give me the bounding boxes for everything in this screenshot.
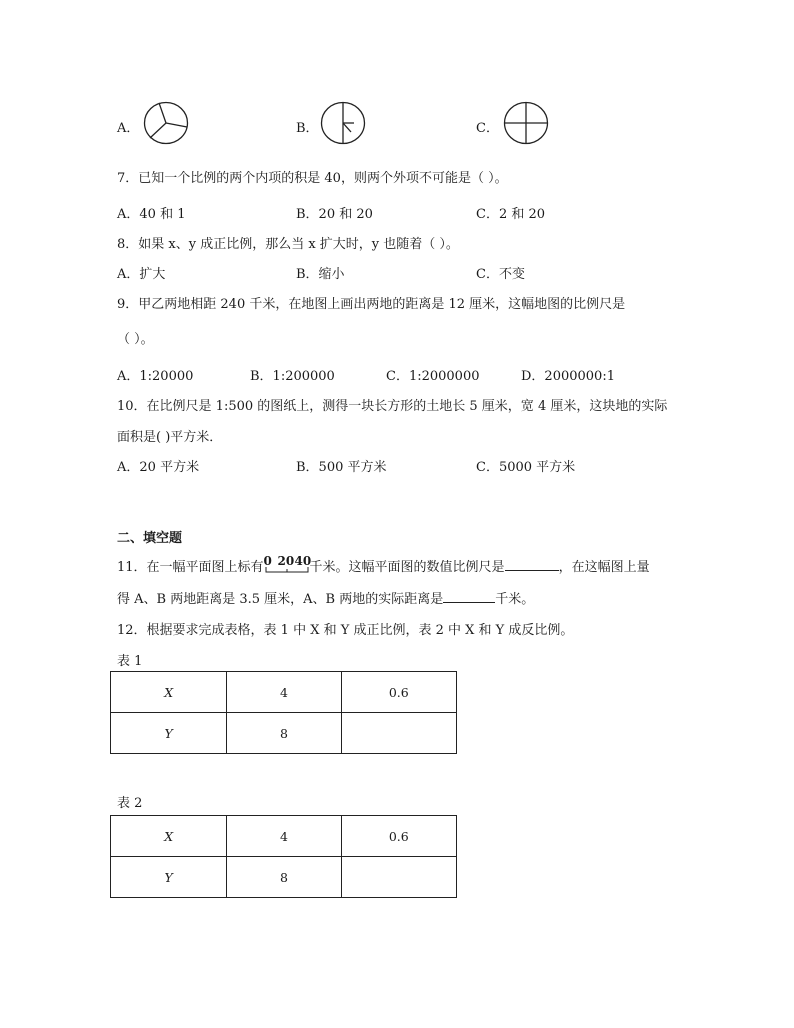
table-1-cell-y-label: Y — [111, 713, 227, 754]
table-2-row-x — [111, 816, 457, 857]
table-1 — [110, 671, 457, 754]
q11-line2-suffix: 千米。 — [495, 592, 535, 607]
q11-after-blank-text: ，在这幅图上量 — [558, 560, 650, 575]
q9-question-text-line1: 9．甲乙两地相距 240 千米，在地图上画出两地的距离是 12 厘米，这幅地图的比例尺是 — [117, 297, 626, 312]
table-2 — [110, 815, 457, 898]
table-2-cell-y-1: 8 — [227, 857, 341, 898]
q6-option-c-pie-figure — [501, 101, 551, 145]
q11-scale-label-20: 20 — [277, 554, 295, 568]
q10-option-b: B．500 平方米 — [296, 460, 387, 475]
q11-blank-2[interactable] — [443, 588, 495, 603]
q12-question-text: 12．根据要求完成表格，表 1 中 X 和 Y 成正比例，表 2 中 X 和 Y 成反比例。 — [117, 623, 574, 638]
table-2-cell-x-2: 0.6 — [341, 816, 456, 857]
q11-middle-text: 千米。这幅平面图的数值比例尺是 — [309, 560, 505, 575]
q11-blank-1[interactable] — [505, 556, 559, 571]
table-1-caption: 表 1 — [117, 654, 143, 669]
table-2-cell-x-1: 4 — [227, 816, 341, 857]
table-1-cell-x-label: X — [111, 672, 227, 713]
table-2-cell-y-label: Y — [111, 857, 227, 898]
table-2-cell-x-label: X — [111, 816, 227, 857]
q10-question-text-line2: 面积是( )平方米． — [117, 430, 223, 445]
q7-question-text: 7．已知一个比例的两个内项的积是 40，则两个外项不可能是（ ）。 — [117, 171, 508, 186]
q9-option-c: C．1:2000000 — [386, 369, 480, 384]
table-2-caption: 表 2 — [117, 796, 143, 811]
table-1-row-x — [111, 672, 457, 713]
q9-option-b: B．1:200000 — [250, 369, 335, 384]
q7-option-b: B．20 和 20 — [296, 207, 373, 222]
q6-option-b-label: B． — [296, 121, 319, 136]
q11-prefix: 11．在一幅平面图上标有 — [117, 560, 264, 575]
q6-option-a-pie-figure — [142, 101, 192, 145]
q11-scale-label-0: 0 — [263, 554, 272, 568]
q10-option-a: A．20 平方米 — [117, 460, 200, 475]
section-2-heading: 二、填空题 — [117, 531, 183, 546]
table-1-cell-y-2-blank[interactable] — [341, 713, 456, 754]
q9-option-a: A．1:20000 — [117, 369, 194, 384]
table-1-row-y — [111, 713, 457, 754]
q11-line2 — [117, 588, 534, 607]
q8-option-a: A．扩大 — [117, 267, 166, 282]
table-2-row-y — [111, 857, 457, 898]
q6-option-b-pie-figure — [318, 101, 368, 145]
table-1-cell-y-1: 8 — [227, 713, 341, 754]
q11-line2-prefix: 得 A、B 两地距离是 3.5 厘米，A、B 两地的实际距离是 — [117, 592, 444, 607]
q9-option-d: D．2000000:1 — [521, 369, 615, 384]
table-1-cell-x-2: 0.6 — [341, 672, 456, 713]
q11-scale-label-40: 40 — [294, 554, 312, 568]
q6-option-a-label: A． — [117, 121, 140, 136]
q10-option-c: C．5000 平方米 — [476, 460, 576, 475]
q7-option-c: C．2 和 20 — [476, 207, 546, 222]
table-1-cell-x-1: 4 — [227, 672, 341, 713]
q7-option-a: A．40 和 1 — [117, 207, 186, 222]
q8-option-b: B．缩小 — [296, 267, 345, 282]
table-2-cell-y-2-blank[interactable] — [341, 857, 456, 898]
q8-question-text: 8．如果 x、y 成正比例，那么当 x 扩大时，y 也随着（ ）。 — [117, 237, 459, 252]
q11-line1 — [117, 556, 650, 575]
q11-scale-bar — [263, 554, 312, 574]
q8-option-c: C．不变 — [476, 267, 525, 282]
q9-question-text-line2: （ ）。 — [117, 332, 154, 347]
q6-option-c-label: C． — [476, 121, 499, 136]
q10-question-text-line1: 10．在比例尺是 1:500 的图纸上，测得一块长方形的土地长 5 厘米，宽 4 厘米，这块地的实际 — [117, 399, 668, 414]
